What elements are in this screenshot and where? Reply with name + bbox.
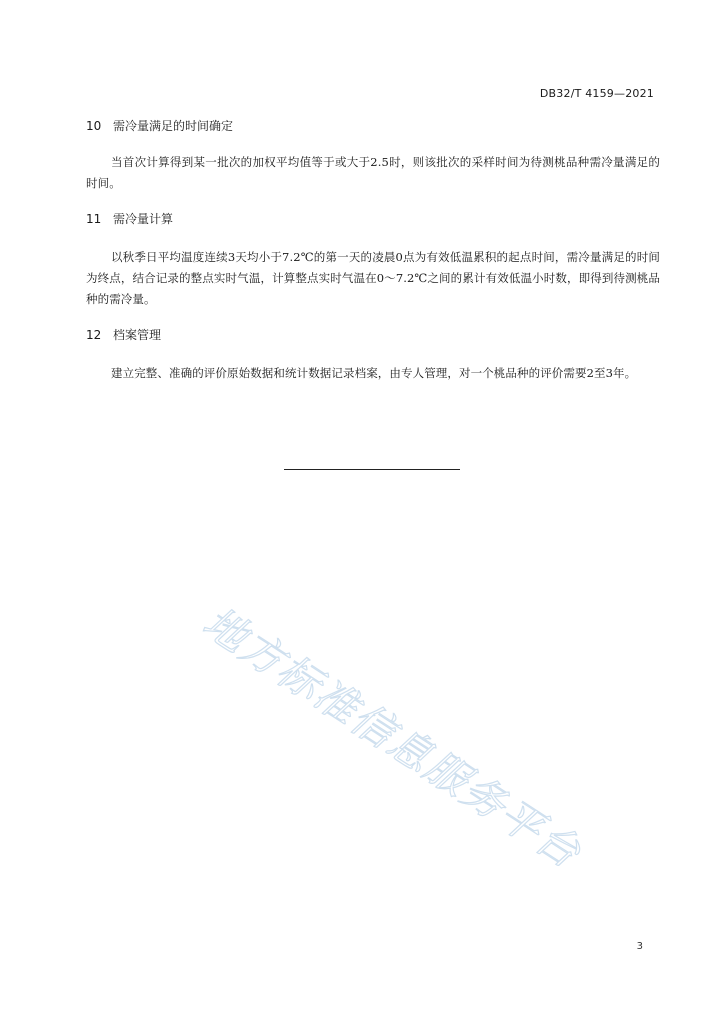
section-12	[86, 327, 660, 384]
section-paragraph: 建立完整、准确的评价原始数据和统计数据记录档案，由专人管理，对一个桃品种的评价需要2至3年。	[111, 366, 637, 380]
watermark-text: 地方标准信息服务平台	[194, 597, 590, 879]
section-heading	[86, 211, 660, 227]
section-10	[86, 118, 660, 194]
section-number: 11	[86, 212, 102, 226]
section-number: 10	[86, 119, 102, 133]
section-number: 12	[86, 328, 102, 342]
section-heading	[86, 118, 660, 134]
watermark	[190, 590, 590, 890]
section-paragraph: 以秋季日平均温度连续3天均小于7.2℃的第一天的凌晨0点为有效低温累积的起点时间，需冷量满足的时间为终点，结合记录的整点实时气温，计算整点实时气温在0～7.2℃之间的累计有效低温小时数，即得到待测桃品种的需冷量。	[86, 250, 660, 306]
section-title: 档案管理	[113, 328, 162, 342]
section-heading	[86, 327, 660, 343]
watermark-graphic	[190, 590, 590, 890]
section-paragraph: 当首次计算得到某一批次的加权平均值等于或大于2.5时，则该批次的采样时间为待测桃品种需冷量满足的时间。	[86, 155, 660, 190]
standard-code: DB32/T 4159—2021	[539, 87, 654, 100]
section-title: 需冷量满足的时间确定	[113, 119, 234, 133]
section-title: 需冷量计算	[113, 212, 174, 226]
section-11	[86, 211, 660, 310]
page-number: 3	[636, 941, 643, 952]
end-of-document-rule	[284, 469, 460, 470]
